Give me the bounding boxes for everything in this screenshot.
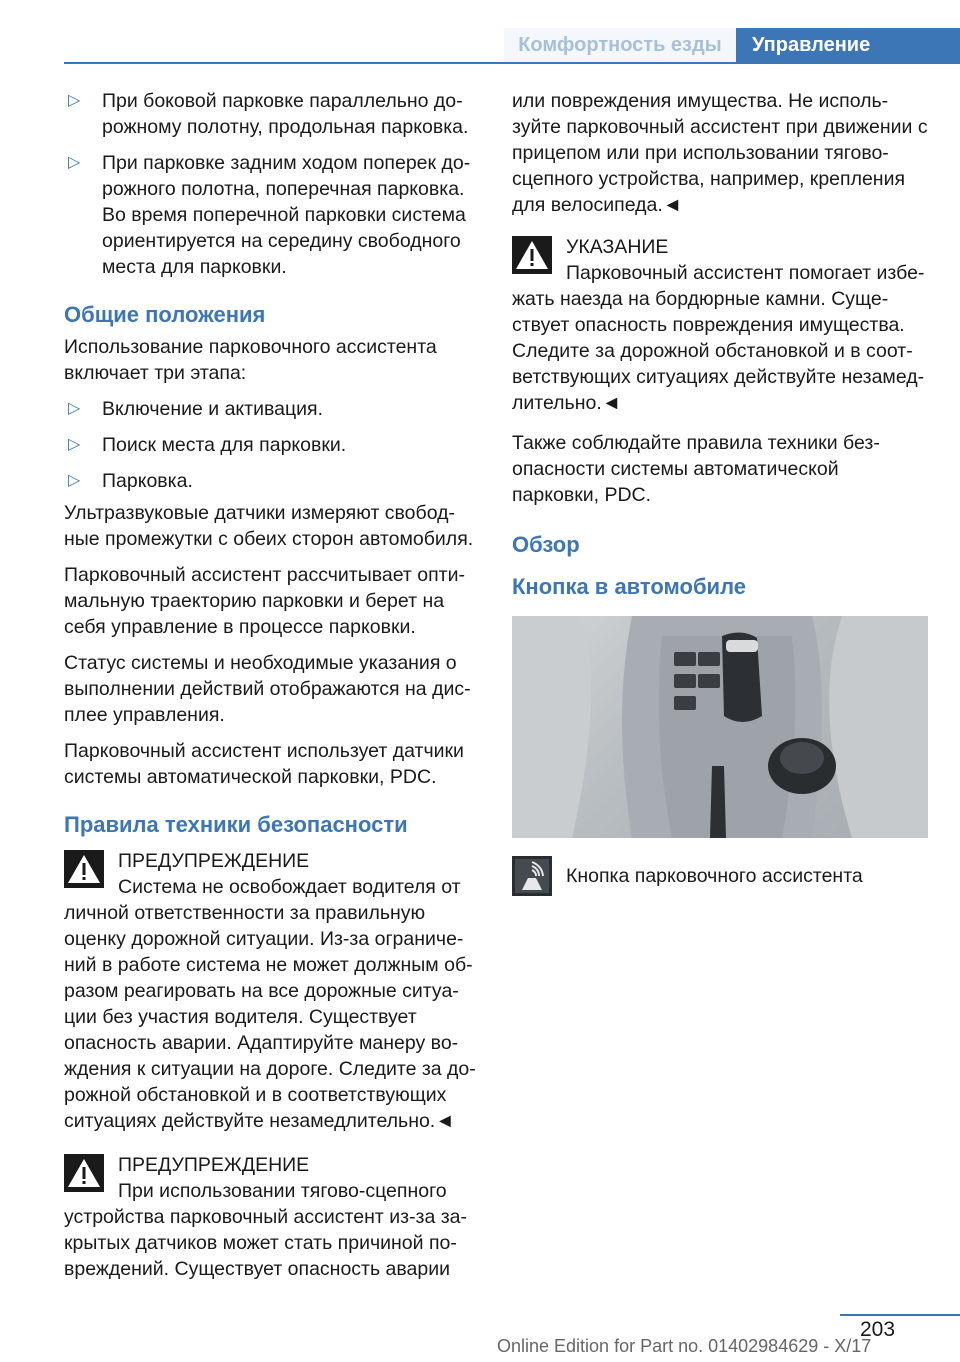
console-illustration xyxy=(512,616,928,838)
warning-title: ПРЕДУПРЕЖДЕНИЕ xyxy=(118,1154,310,1176)
paragraph: Парковочный ассистент использует датчики системы автоматической парковки, PDC. xyxy=(64,740,464,788)
list-item-text: Включение и активация. xyxy=(102,398,324,420)
photo-caption: Кнопка парковочного ассистента xyxy=(566,865,863,887)
notice-block xyxy=(512,234,930,416)
paragraph: Статус системы и необходимые указания о выполнении действий отображаются на дис-плее управления. xyxy=(64,652,471,726)
warning-triangle-icon xyxy=(64,1154,104,1192)
list-item xyxy=(64,150,476,280)
page-number: 203 xyxy=(860,1318,896,1341)
warning-title: ПРЕДУПРЕЖДЕНИЕ xyxy=(118,850,310,872)
subsection-heading-button: Кнопка в автомобиле xyxy=(512,574,746,599)
list-item-text: При боковой парковке параллельно до-рожному полотну, продольная парковка. xyxy=(102,90,469,138)
list-item xyxy=(64,432,476,458)
warning-text: При использовании тягово-сцепного устройства парковочный ассистент из-за за-крытых датчиков может стать причиной по-вреждений. Существует опасность аварии xyxy=(64,1180,468,1280)
caption-row xyxy=(512,856,930,896)
header-chapter-tab: Управление xyxy=(736,28,960,62)
parking-assistant-button-icon xyxy=(512,856,552,896)
list-item-text: При парковке задним ходом поперек до-рожного полотна, поперечная парковка. Во время поперечной парковки система ориентируется на середину свободного места для парковки. xyxy=(102,152,471,278)
left-column xyxy=(64,88,476,1296)
header-rule xyxy=(64,62,960,64)
right-column xyxy=(512,88,930,896)
footer-edition: Online Edition for Part no. 01402984629 - X/17 xyxy=(497,1336,872,1356)
triangle-bullet-icon: ▷ xyxy=(68,436,81,453)
caution-triangle-icon xyxy=(512,236,552,274)
general-intro: Использование парковочного ассистента включает три этапа: xyxy=(64,336,437,384)
list-item xyxy=(64,88,476,140)
list-item-text: Поиск места для парковки. xyxy=(102,434,347,456)
warning-triangle-icon xyxy=(64,850,104,888)
warning-text: Система не освобождает водителя от личной ответственности за правильную оценку дорожной ситуации. Из-за ограниче-ний в работе система не может должным об-разом реагировать на все дорожные ситуа-ции без участия водителя. Существует опасность аварии. Адаптируйте манеру во-ждения к ситуации на дороге. Следите за до-рожной обстановкой и в соответствующих ситуациях действуйте незамедлительно.◄ xyxy=(64,876,476,1132)
triangle-bullet-icon: ▷ xyxy=(68,400,81,417)
notice-text: Парковочный ассистент помогает избе-жать наезда на бордюрные камни. Суще-ствует опасность повреждения имущества. Следите за дорожной обстановкой и в соот-ветствующих ситуациях действуйте незамед-лительно.◄ xyxy=(512,262,925,414)
list-item xyxy=(64,396,476,422)
paragraph: Парковочный ассистент рассчитывает опти-мальную траекторию парковки и берет на себя управление в процессе парковки. xyxy=(64,564,465,638)
header-section-tab: Комфортность езды xyxy=(504,28,736,62)
paragraph: Также соблюдайте правила техники без-опасности системы автоматической парковки, PDC. xyxy=(512,432,880,506)
triangle-bullet-icon: ▷ xyxy=(68,154,81,171)
warning-block xyxy=(64,1152,476,1282)
triangle-bullet-icon: ▷ xyxy=(68,472,81,489)
triangle-bullet-icon: ▷ xyxy=(68,92,81,109)
notice-title: УКАЗАНИЕ xyxy=(566,236,669,258)
paragraph: Ультразвуковые датчики измеряют свобод-ные промежутки с обеих сторон автомобиля. xyxy=(64,502,474,550)
page-number-rule xyxy=(840,1314,960,1316)
section-heading-general: Общие положения xyxy=(64,302,266,327)
list-item xyxy=(64,468,476,494)
section-heading-safety: Правила техники безопасности xyxy=(64,812,408,837)
car-console-photo xyxy=(512,616,928,838)
warning-block xyxy=(64,848,476,1134)
continuation-text: или повреждения имущества. Не исполь-зуйте парковочный ассистент при движении с прицепом или при использовании тягово-сцепного устройства, например, крепления для велосипеда.◄ xyxy=(512,90,928,216)
list-item-text: Парковка. xyxy=(102,470,193,492)
section-heading-overview: Обзор xyxy=(512,532,580,557)
